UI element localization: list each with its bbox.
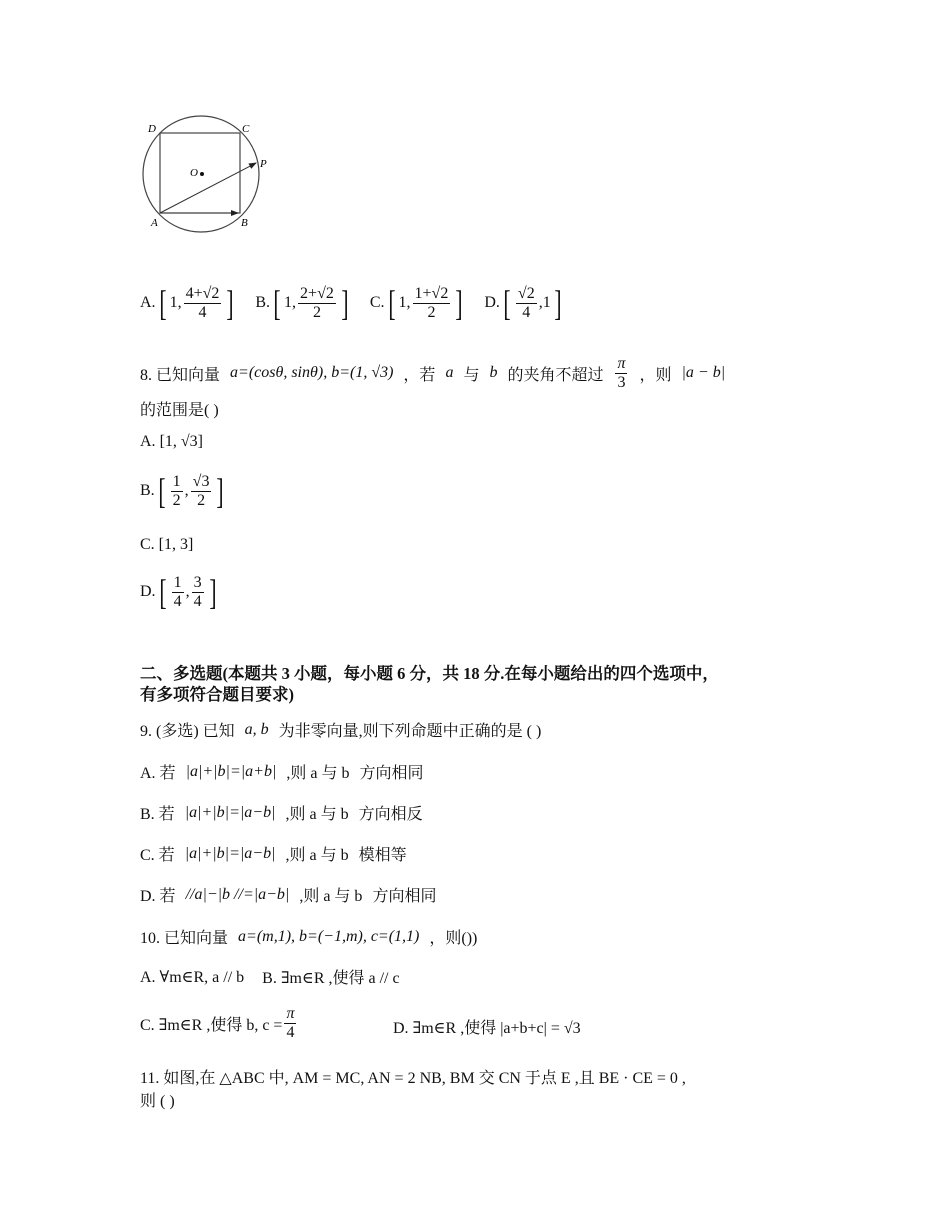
q7-option-a: A. [ 1, $\frac{4+√2}{4}$ ] [140, 283, 234, 324]
option-label: A. [140, 294, 156, 312]
section-heading-line2: 有多项符合题目要求) [140, 685, 294, 704]
q9-text: 为非零向量,则下列命题中正确的是 ( ) [278, 723, 542, 740]
q8-vectors: a=(cosθ, sinθ), b=(1, √3) [230, 364, 394, 382]
q7-option-c: C. [ 1, $\frac{1+√2}{2}$ ] [369, 283, 463, 324]
option-label: B. [140, 482, 155, 500]
q10-options-ab [140, 965, 400, 988]
option-label: D. [140, 583, 156, 601]
option-left: 1, [398, 294, 411, 312]
q8-stem-line2: 的范围是( ) [140, 402, 219, 419]
denominator: 2 [197, 491, 206, 509]
option-expr: |a|+|b|=|a+b| [185, 762, 277, 780]
option-label: A. [140, 433, 156, 450]
option-label: C. 若 [140, 847, 175, 864]
denominator: 2 [312, 303, 321, 321]
q10-option-c [140, 1005, 298, 1041]
q10-vectors: a=(m,1), b=(−1,m), c=(1,1) [238, 927, 420, 945]
denominator: 3 [617, 373, 626, 391]
option-text: [1, √3] [159, 433, 203, 450]
q8-prefix: 8. 已知向量 [140, 366, 221, 384]
denominator: 2 [172, 491, 181, 509]
q7-options [140, 283, 565, 324]
numerator: 1 [173, 574, 182, 591]
option-expr: //a|−|b //=|a−b| [185, 885, 290, 903]
q9-stem [140, 718, 541, 741]
option-right: ,1 [538, 294, 551, 312]
label-P: P [260, 158, 267, 170]
option-conclusion: 方向相反 [358, 806, 423, 823]
denominator: 2 [427, 303, 436, 321]
q8-stem [140, 355, 725, 391]
option-then: ,则 a 与 b [285, 847, 349, 864]
q8-option-b: B. [ $\frac{1}{2}$ , $\frac{√3}{2}$ ] [140, 471, 225, 512]
option-conclusion: 方向相同 [359, 765, 424, 782]
numerator: 1+√2 [414, 285, 449, 302]
numerator: π [286, 1005, 295, 1022]
q9-option-a [140, 760, 423, 783]
label-O: O [190, 167, 198, 179]
q8-text: ，则 [639, 366, 672, 384]
option-label: C. [369, 294, 385, 312]
option-expr: |a|+|b|=|a−b| [184, 803, 276, 821]
option-label: D. 若 [140, 888, 176, 905]
q10-option-d: D. ∃m∈R ,使得 |a+b+c| = √3 [393, 1020, 581, 1037]
circle-square-figure [140, 115, 280, 235]
q9-option-c [140, 842, 407, 865]
vector-b: b [489, 364, 498, 382]
q9-option-d [140, 883, 436, 906]
numerator: 3 [193, 574, 202, 591]
q8-abs-expr: |a − b| [681, 364, 726, 382]
denominator: 4 [522, 303, 531, 321]
label-A: A [151, 217, 158, 229]
q10-text: ，则()) [429, 930, 478, 947]
q7-option-d: D. [ $\frac{√2}{4}$ ,1 ] [484, 283, 562, 324]
vector-a: a [445, 364, 454, 382]
q10-option-b: B. ∃m∈R ,使得 a // c [262, 970, 400, 987]
q11-stem: 11. 如图,在 △ABC 中, AM = MC, AN = 2 NB, BM 交 CN 于点 E ,且 BE · CE = 0 , [140, 1070, 686, 1087]
option-label: B. 若 [140, 806, 175, 823]
q8-option-a [140, 433, 203, 451]
q7-option-b: B. [ 1, $\frac{2+√2}{2}$ ] [255, 283, 349, 324]
q9-prefix: 9. (多选) 已知 [140, 723, 235, 740]
label-B: B [241, 217, 248, 229]
option-label: C. [140, 536, 155, 553]
denominator: 4 [173, 592, 182, 610]
q9-option-b [140, 801, 423, 824]
option-then: ,则 a 与 b [286, 765, 350, 782]
option-text: C. ∃m∈R ,使得 b, c = [140, 1016, 283, 1034]
option-left: 1, [284, 294, 297, 312]
q8-option-d: D. [ $\frac{1}{4}$ , $\frac{3}{4}$ ] [140, 572, 217, 613]
option-label: B. [255, 294, 271, 312]
q8-text: ，若 [403, 366, 436, 384]
option-then: ,则 a 与 b [285, 806, 349, 823]
numerator: π [617, 355, 626, 372]
option-label: D. [484, 294, 500, 312]
q10-option-a: A. ∀m∈R, a // b [140, 968, 245, 986]
denominator: 4 [198, 303, 207, 321]
option-left: 1, [169, 294, 182, 312]
q9-vectors: a, b [244, 720, 269, 738]
option-then: ,则 a 与 b [299, 888, 363, 905]
option-conclusion: 方向相同 [372, 888, 437, 905]
q8-text: 的夹角不超过 [507, 366, 604, 384]
option-text: [1, 3] [158, 536, 194, 553]
q8-text: 与 [463, 366, 480, 384]
numerator: √3 [192, 473, 210, 490]
numerator: 2+√2 [300, 285, 334, 302]
q10-stem [140, 925, 477, 948]
numerator: 4+√2 [185, 285, 220, 302]
label-C: C [242, 123, 250, 135]
denominator: 4 [193, 592, 202, 610]
label-D: D [148, 123, 156, 135]
section-heading: 二、多选题(本题共 3 小题，每小题 6 分，共 18 分.在每小题给出的四个选项中， [140, 664, 719, 683]
q8-option-c [140, 536, 193, 554]
denominator: 4 [286, 1023, 295, 1041]
q11-stem-line2: 则 ( ) [140, 1093, 175, 1110]
option-expr: |a|+|b|=|a−b| [184, 844, 276, 862]
option-label: A. 若 [140, 765, 176, 782]
numerator: √2 [517, 285, 535, 302]
q10-prefix: 10. 已知向量 [140, 930, 229, 947]
numerator: 1 [172, 473, 181, 490]
option-conclusion: 模相等 [358, 847, 407, 864]
